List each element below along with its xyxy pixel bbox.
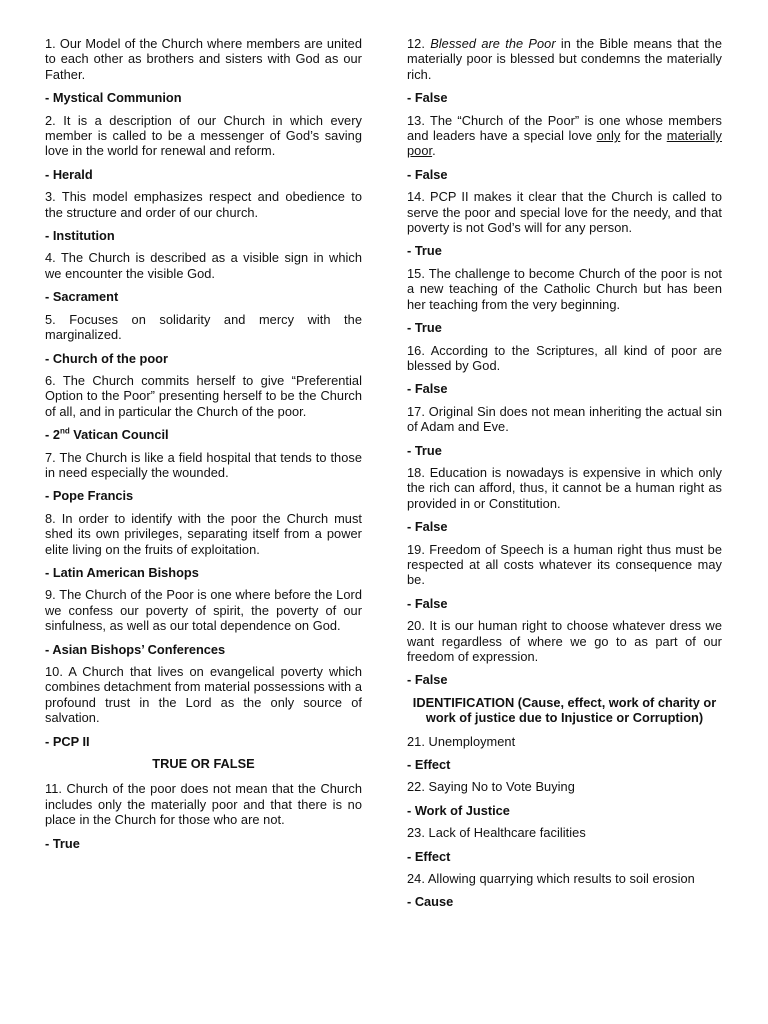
- answer-text: - True: [407, 442, 442, 458]
- section-heading: IDENTIFICATION (Cause, effect, work of charity or work of justice due to Injustice or Corruption): [412, 694, 717, 726]
- answer-text: - False: [407, 90, 448, 106]
- answer-text: [45, 427, 362, 442]
- ordinal-superscript: nd: [59, 426, 70, 436]
- answer-text: - Pope Francis: [45, 488, 134, 504]
- right-column: [407, 36, 722, 917]
- question-end: .: [432, 143, 436, 159]
- question-text: 1. Our Model of the Church where members are united to each other as brothers and sisters with God as our Father.: [45, 36, 362, 82]
- answer-prefix: - 2: [45, 427, 60, 443]
- underlined-word: materially poor: [407, 128, 722, 159]
- question-text: 18. Education is nowadays is expensive in which only the rich can afford, thus, it cannot be a human right as provided in or Constitution.: [407, 464, 722, 511]
- answer-text: - Cause: [407, 894, 454, 910]
- question-text: 14. PCP II makes it clear that the Church is called to serve the poor and special love for the needy, and that poverty is not God’s will for any person.: [407, 189, 722, 236]
- question-text: 19. Freedom of Speech is a human right thus must be respected at all costs whatever its consequence may be.: [407, 541, 722, 588]
- answer-text: - True: [407, 320, 442, 336]
- italic-title: Blessed are the Poor: [430, 36, 556, 51]
- answer-text: - Work of Justice: [407, 802, 510, 818]
- answer-text: - False: [407, 166, 448, 182]
- question-text: 15. The challenge to become Church of the poor is not a new teaching of the Catholic Church but has been her teaching from the very beginning.: [407, 265, 722, 312]
- question-text: 21. Unemployment: [407, 733, 516, 749]
- question-text: 17. Original Sin does not mean inheriting the actual sin of Adam and Eve.: [407, 403, 722, 435]
- left-column: [45, 36, 362, 858]
- answer-text: - True: [407, 243, 442, 259]
- answer-text: - PCP II: [45, 733, 90, 749]
- question-text: 20. It is our human right to choose whatever dress we want regardless of where we go to as part of our freedom of expression.: [407, 618, 722, 664]
- question-text: 8. In order to identify with the poor the Church must shed its own privileges, separating itself from a power elite living on the fruits of exploitation.: [45, 510, 362, 557]
- question-text: [407, 113, 722, 159]
- answer-text: - Church of the poor: [45, 350, 168, 366]
- answer-text: - Latin American Bishops: [45, 564, 199, 580]
- answer-text: - Sacrament: [45, 289, 119, 305]
- answer-text: - Institution: [45, 228, 115, 244]
- answer-text: - Asian Bishops’ Conferences: [45, 641, 226, 657]
- question-text: [407, 36, 722, 82]
- answer-text: - False: [407, 595, 448, 611]
- question-text: 22. Saying No to Vote Buying: [407, 779, 575, 795]
- answer-text: - Effect: [407, 848, 451, 864]
- answer-text: - Mystical Communion: [45, 90, 182, 106]
- answer-text: - Effect: [407, 757, 451, 773]
- question-text: 11. Church of the poor does not mean that the Church includes only the materially poor and that there is no place in the Church for those who are not.: [45, 781, 362, 828]
- question-text: 5. Focuses on solidarity and mercy with the marginalized.: [45, 311, 362, 343]
- question-rest: in the Bible means that the materially poor is blessed but condemns the materially rich.: [407, 36, 723, 82]
- question-number: 12.: [407, 36, 431, 51]
- answer-text: - False: [407, 519, 448, 535]
- question-text: 2. It is a description of our Church in which every member is called to be a messenger of God’s saving love in the world for renewal and reform.: [45, 112, 362, 159]
- answer-suffix: Vatican Council: [69, 427, 169, 443]
- question-text: 7. The Church is like a field hospital that tends to those in need especially the wounded.: [45, 449, 362, 480]
- question-start: 13. The “Church of the Poor” is one whose members and leaders have a special love: [407, 112, 722, 144]
- question-text: 10. A Church that lives on evangelical poverty which combines detachment from material possessions with a profound trust in the Lord as the only source of salvation.: [45, 664, 362, 726]
- section-heading: TRUE OR FALSE: [152, 756, 255, 772]
- answer-text: - False: [407, 381, 448, 397]
- question-text: 23. Lack of Healthcare facilities: [407, 825, 586, 841]
- question-text: 24. Allowing quarrying which results to soil erosion: [407, 871, 695, 887]
- question-text: 9. The Church of the Poor is one where before the Lord we confess our poverty of spirit, the poverty of our sinfulness, as well as our total dependence on God.: [45, 587, 362, 634]
- question-text: 6. The Church commits herself to give “Preferential Option to the Poor” presenting herself to be the Church of all, and in particular the Church of the poor.: [45, 372, 362, 419]
- question-text: 3. This model emphasizes respect and obedience to the structure and order of our church.: [45, 189, 362, 220]
- question-middle: for the: [620, 128, 667, 144]
- underlined-word: only: [596, 128, 621, 144]
- answer-text: - False: [407, 672, 448, 688]
- answer-text: - Herald: [45, 166, 93, 182]
- question-text: 4. The Church is described as a visible sign in which we encounter the visible God.: [45, 250, 362, 281]
- question-text: 16. According to the Scriptures, all kind of poor are blessed by God.: [407, 342, 722, 373]
- answer-text: - True: [45, 835, 80, 851]
